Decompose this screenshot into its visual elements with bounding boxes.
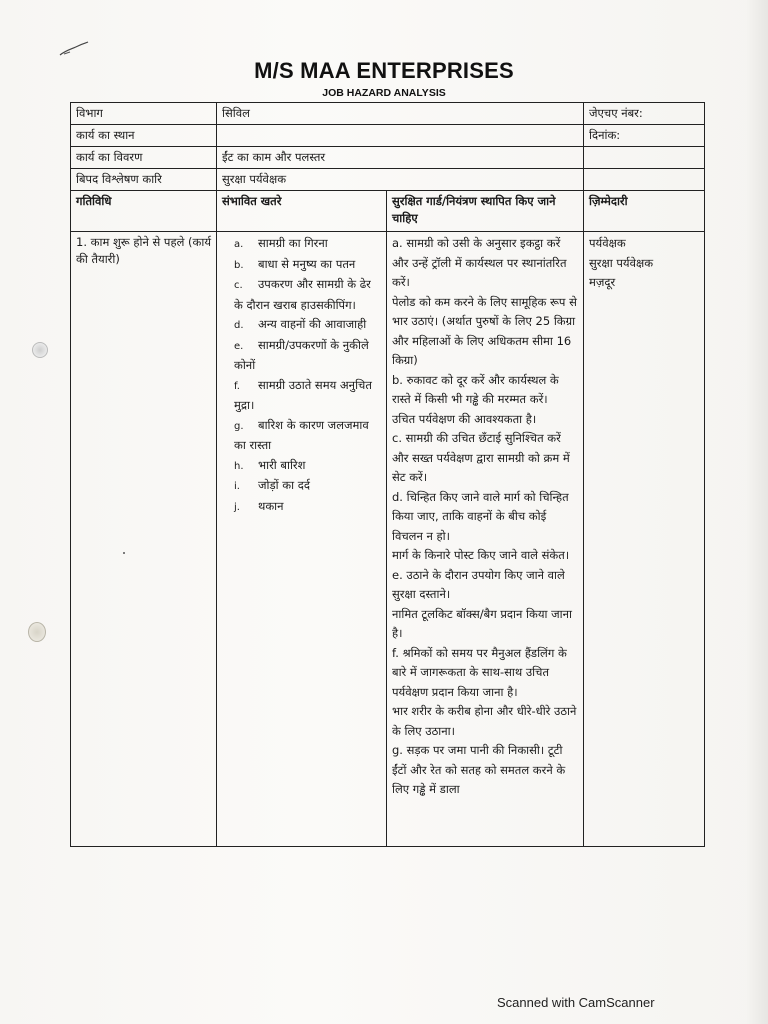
control-text: d. चिन्हित किए जाने वाले मार्ग को चिन्हित किया जाए, ताकि वाहनों के बीच कोई विचलन न हो। (392, 489, 569, 543)
punch-hole-lower (28, 622, 46, 642)
risks-cell (217, 232, 387, 847)
risk-item: b. बाधा से मनुष्य का पतन (234, 256, 356, 271)
risk-item: c. उपकरण और सामग्री के ढेर के दौरान खराब हाउसकीपिंग। (234, 277, 371, 312)
document-subtitle: JOB HAZARD ANALYSIS (322, 87, 446, 99)
scanner-watermark: Scanned with CamScanner (497, 995, 655, 1010)
risk-item: d. अन्य वाहनों की आवाजाही (234, 317, 367, 331)
risk-item: g. बारिश के कारण जलजमाव का रास्ता (234, 417, 369, 452)
header-row-description (71, 147, 705, 169)
column-header-controls: सुरक्षित गार्ड/नियंत्रण स्थापित किए जाने चाहिए (387, 191, 584, 232)
header-value: सुरक्षा पर्यवेक्षक (217, 169, 584, 191)
header-value: सिविल (217, 103, 584, 125)
control-text: उचित पर्यवेक्षण की आवश्यकता है। (392, 411, 537, 426)
responsibility-cell (584, 232, 705, 847)
risk-item: i. जोड़ों का दर्द (234, 478, 310, 492)
control-text: c. सामग्री की उचित छँटाई सुनिश्चित करें और सख्त पर्यवेक्षण द्वारा सामग्री को क्रम में सेट करें। (392, 431, 570, 484)
risk-item: a. सामग्री का गिरना (234, 236, 328, 250)
responsible-party: सुरक्षा पर्यवेक्षक (589, 255, 654, 270)
header-row-location (71, 125, 705, 147)
header-value (217, 125, 584, 147)
risk-item: h. भारी बारिश (234, 457, 306, 472)
hazard-row (71, 232, 705, 847)
control-text: b. रुकावट को दूर करें और कार्यस्थल के रास्ते में किसी भी गड्ढे की मरम्मत करें। (392, 372, 559, 406)
control-text: भार शरीर के करीब होना और धीरे-धीरे उठाने के लिए उठाना। (392, 704, 577, 738)
control-text: e. उठाने के दौरान उपयोग किए जाने वाले सुरक्षा दस्ताने। (392, 567, 565, 601)
date-label: दिनांक: (584, 125, 705, 147)
risk-list (222, 234, 381, 517)
control-text: a. सामग्री को उसी के अनुसार इकट्ठा करें और उन्हें ट्रॉली में कार्यस्थल पर स्थानांतरित करें। (392, 236, 567, 289)
pen-mark-icon (58, 40, 90, 58)
responsible-party: पर्यवेक्षक (589, 236, 626, 250)
control-text: मार्ग के किनारे पोस्ट किए जाने वाले संकेत। (392, 548, 570, 562)
header-label: विभाग (71, 103, 217, 125)
header-row-analyst (71, 169, 705, 191)
responsible-party: मज़दूर (589, 275, 616, 289)
company-title: M/S MAA ENTERPRISES (254, 58, 514, 83)
risk-item: j. थकान (234, 498, 284, 513)
header-right-empty (584, 169, 705, 191)
controls-cell (387, 232, 584, 847)
punch-hole-upper (32, 342, 48, 358)
header-value: ईंट का काम और पलस्तर (217, 147, 584, 169)
risk-item: f. सामग्री उठाते समय अनुचित मुद्रा। (234, 377, 372, 412)
page-edge-shadow (746, 0, 768, 1024)
control-text: g. सड़क पर जमा पानी की निकासी। टूटी ईंटों और रेत को सतह को समतल करने के लिए गड्ढे में डाला (392, 743, 566, 796)
risk-item: e. सामग्री/उपकरणों के नुकीले कोनों (234, 337, 369, 372)
job-hazard-table (70, 102, 705, 847)
jha-number-label: जेएचए नंबर: (584, 103, 705, 125)
header-right-empty (584, 147, 705, 169)
column-header-row (71, 191, 705, 232)
header-row-department (71, 103, 705, 125)
column-header-activity: गतिविधि (71, 191, 217, 232)
header-label: कार्य का स्थान (71, 125, 217, 147)
column-header-risks: संभावित खतरे (217, 191, 387, 232)
control-text: f. श्रमिकों को समय पर मैनुअल हैंडलिंग के बारे में जागरूकता के साथ-साथ उचित पर्यवेक्षण प्रदान किया जाना है। (392, 645, 567, 699)
column-header-responsibility: ज़िम्मेदारी (584, 191, 705, 232)
header-label: बिपद विश्लेषण कारि (71, 169, 217, 191)
header-label: कार्य का विवरण (71, 147, 217, 169)
activity-cell: 1. काम शुरू होने से पहले (कार्य की तैयारी) (71, 232, 217, 847)
control-text: नामित टूलकिट बॉक्स/बैग प्रदान किया जाना है। (392, 606, 573, 640)
control-text: पेलोड को कम करने के लिए सामूहिक रूप से भार उठाएं। (अर्थात पुरुषों के लिए 25 किग्रा और महिलाओं के लिए अधिकतम सीमा 16 किग्रा) (392, 294, 577, 367)
